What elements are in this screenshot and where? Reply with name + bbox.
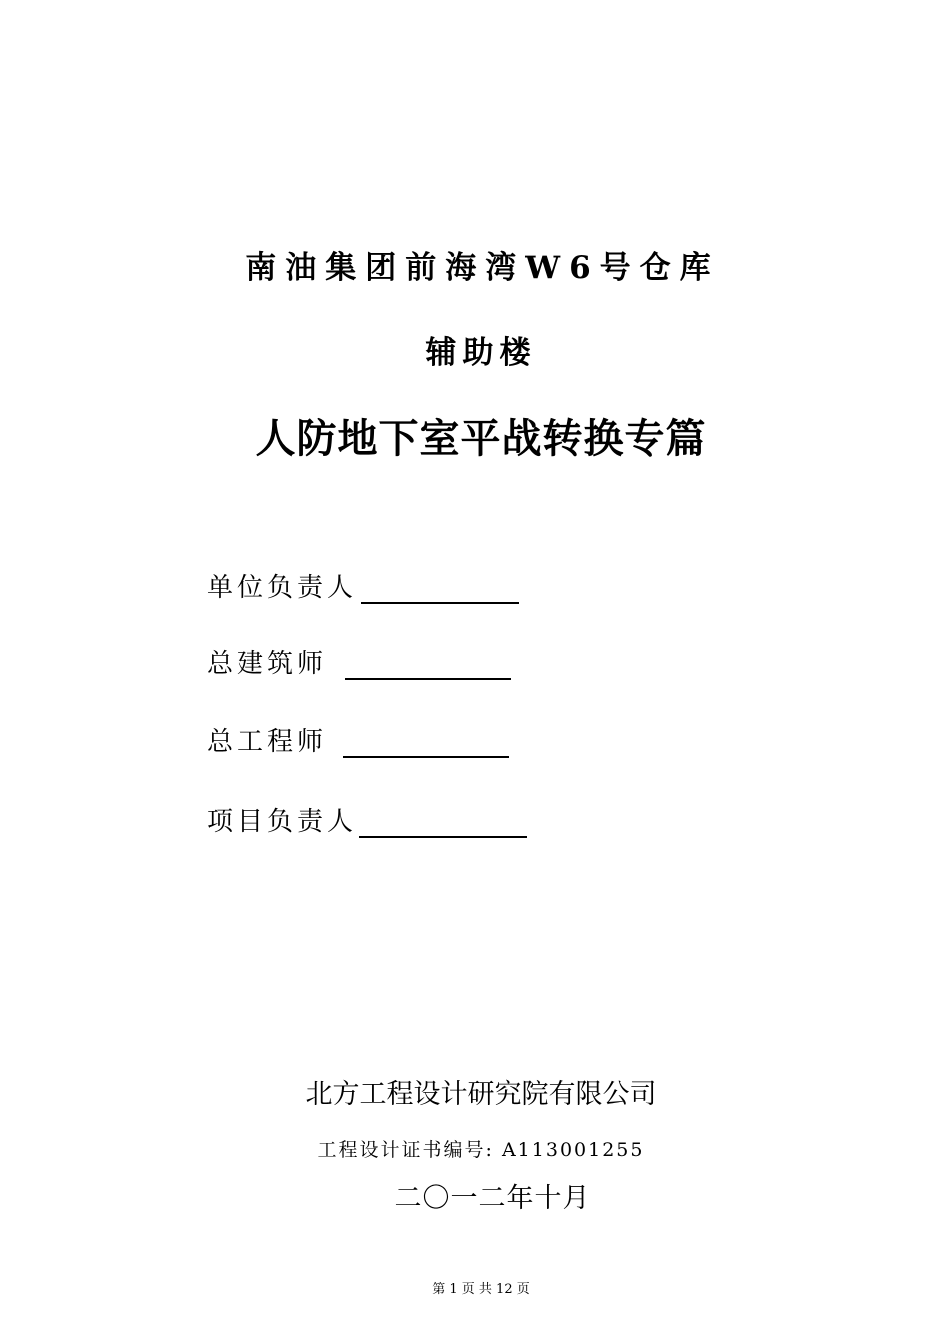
document-date: 二〇一二年十月: [394, 1183, 591, 1214]
signature-row-unit-head: [207, 568, 519, 604]
signature-line: [359, 808, 527, 838]
page-footer: 第 1 页 共 12 页: [432, 1282, 530, 1297]
title-project-name: 南油集团前海湾W6号仓库: [245, 250, 720, 286]
signature-label: 总工程师: [207, 727, 328, 757]
signature-row-project-lead: [207, 802, 527, 838]
signature-line: [345, 650, 511, 680]
signature-row-chief-architect: [207, 644, 511, 680]
signature-row-chief-engineer: [207, 722, 509, 758]
signature-label: 总建筑师: [207, 649, 328, 679]
title-document-type: 人防地下室平战转换专篇: [255, 416, 707, 462]
signature-line: [343, 728, 509, 758]
signature-line: [361, 574, 519, 604]
organization-name: 北方工程设计研究院有限公司: [305, 1079, 657, 1110]
title-building-name: 辅助楼: [425, 335, 537, 371]
signature-label: 单位负责人: [207, 573, 358, 603]
certificate-number: 工程设计证书编号: A113001255: [317, 1139, 645, 1161]
signature-label: 项目负责人: [207, 807, 358, 837]
